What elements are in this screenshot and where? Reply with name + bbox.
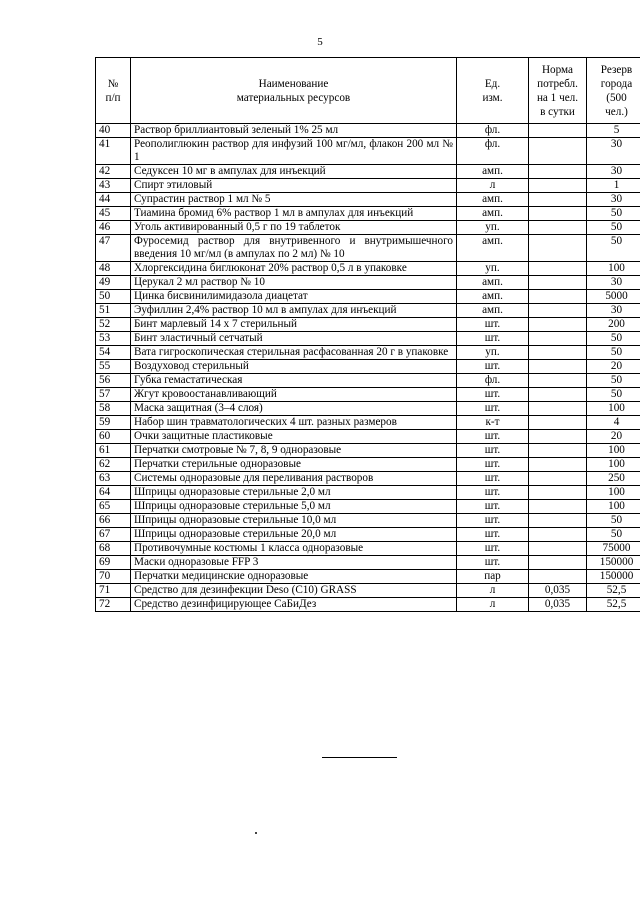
row-number: 57 xyxy=(96,388,131,402)
city-reserve: 50 xyxy=(587,528,640,542)
consumption-norm xyxy=(529,402,587,416)
table-row xyxy=(96,318,640,332)
city-reserve: 250 xyxy=(587,472,640,486)
table-row xyxy=(96,430,640,444)
unit-of-measure: шт. xyxy=(457,318,529,332)
page-number: 5 xyxy=(317,36,323,48)
resource-name: Раствор бриллиантовый зеленый 1% 25 мл xyxy=(131,124,457,138)
header-unit xyxy=(457,58,529,124)
consumption-norm xyxy=(529,472,587,486)
city-reserve: 30 xyxy=(587,138,640,165)
unit-of-measure: фл. xyxy=(457,374,529,388)
scan-dot xyxy=(255,832,257,834)
resource-name: Губка гемастатическая xyxy=(131,374,457,388)
city-reserve: 150000 xyxy=(587,556,640,570)
row-number: 52 xyxy=(96,318,131,332)
city-reserve: 50 xyxy=(587,514,640,528)
consumption-norm xyxy=(529,416,587,430)
unit-of-measure: уп. xyxy=(457,346,529,360)
row-number: 53 xyxy=(96,332,131,346)
city-reserve: 150000 xyxy=(587,570,640,584)
resource-name: Шприцы одноразовые стерильные 5,0 мл xyxy=(131,500,457,514)
consumption-norm xyxy=(529,124,587,138)
resource-name: Церукал 2 мл раствор № 10 xyxy=(131,276,457,290)
row-number: 63 xyxy=(96,472,131,486)
city-reserve: 30 xyxy=(587,304,640,318)
city-reserve: 4 xyxy=(587,416,640,430)
unit-of-measure: амп. xyxy=(457,193,529,207)
consumption-norm xyxy=(529,500,587,514)
city-reserve: 200 xyxy=(587,318,640,332)
city-reserve: 52,5 xyxy=(587,598,640,612)
header-reserve xyxy=(587,58,640,124)
table-row xyxy=(96,374,640,388)
resource-name: Шприцы одноразовые стерильные 10,0 мл xyxy=(131,514,457,528)
table-row xyxy=(96,332,640,346)
consumption-norm xyxy=(529,542,587,556)
resource-name: Уголь активированный 0,5 г по 19 таблеток xyxy=(131,221,457,235)
resource-name: Вата гигроскопическая стерильная расфасованная 20 г в упаковке xyxy=(131,346,457,360)
table-row xyxy=(96,416,640,430)
consumption-norm xyxy=(529,221,587,235)
city-reserve: 50 xyxy=(587,235,640,262)
row-number: 72 xyxy=(96,598,131,612)
resource-name: Седуксен 10 мг в ампулах для инъекций xyxy=(131,165,457,179)
resource-name: Бинт эластичный сетчатый xyxy=(131,332,457,346)
unit-of-measure: амп. xyxy=(457,304,529,318)
consumption-norm xyxy=(529,179,587,193)
resource-name: Противочумные костюмы 1 класса одноразовые xyxy=(131,542,457,556)
row-number: 58 xyxy=(96,402,131,416)
table-row xyxy=(96,235,640,262)
consumption-norm xyxy=(529,360,587,374)
consumption-norm xyxy=(529,290,587,304)
unit-of-measure: амп. xyxy=(457,276,529,290)
consumption-norm xyxy=(529,332,587,346)
resource-name: Шприцы одноразовые стерильные 20,0 мл xyxy=(131,528,457,542)
table-row xyxy=(96,179,640,193)
resource-name: Цинка бисвинилимидазола диацетат xyxy=(131,290,457,304)
row-number: 69 xyxy=(96,556,131,570)
city-reserve: 100 xyxy=(587,500,640,514)
resource-name: Супрастин раствор 1 мл № 5 xyxy=(131,193,457,207)
unit-of-measure: шт. xyxy=(457,458,529,472)
unit-of-measure: фл. xyxy=(457,124,529,138)
consumption-norm xyxy=(529,556,587,570)
unit-of-measure: шт. xyxy=(457,472,529,486)
table-row xyxy=(96,500,640,514)
table-row xyxy=(96,124,640,138)
resource-name: Бинт марлевый 14 х 7 стерильный xyxy=(131,318,457,332)
unit-of-measure: амп. xyxy=(457,207,529,221)
row-number: 50 xyxy=(96,290,131,304)
unit-of-measure: амп. xyxy=(457,235,529,262)
resource-name: Тиамина бромид 6% раствор 1 мл в ампулах для инъекций xyxy=(131,207,457,221)
row-number: 49 xyxy=(96,276,131,290)
unit-of-measure: шт. xyxy=(457,332,529,346)
table-body xyxy=(96,124,640,612)
row-number: 54 xyxy=(96,346,131,360)
consumption-norm xyxy=(529,430,587,444)
unit-of-measure: шт. xyxy=(457,388,529,402)
resource-name: Перчатки смотровые № 7, 8, 9 одноразовые xyxy=(131,444,457,458)
consumption-norm xyxy=(529,193,587,207)
city-reserve: 20 xyxy=(587,360,640,374)
header-num-text: № п/п xyxy=(105,77,121,104)
table-row xyxy=(96,304,640,318)
header-unit-text: Ед. изм. xyxy=(482,77,503,104)
resource-name: Средство дезинфицирующее СаБиДез xyxy=(131,598,457,612)
city-reserve: 30 xyxy=(587,165,640,179)
city-reserve: 50 xyxy=(587,221,640,235)
unit-of-measure: шт. xyxy=(457,500,529,514)
consumption-norm xyxy=(529,444,587,458)
unit-of-measure: шт. xyxy=(457,430,529,444)
consumption-norm xyxy=(529,235,587,262)
consumption-norm xyxy=(529,165,587,179)
row-number: 45 xyxy=(96,207,131,221)
table-row xyxy=(96,528,640,542)
resource-name: Спирт этиловый xyxy=(131,179,457,193)
table-row xyxy=(96,207,640,221)
table-row xyxy=(96,556,640,570)
row-number: 61 xyxy=(96,444,131,458)
row-number: 64 xyxy=(96,486,131,500)
city-reserve: 1 xyxy=(587,179,640,193)
unit-of-measure: шт. xyxy=(457,486,529,500)
row-number: 71 xyxy=(96,584,131,598)
city-reserve: 100 xyxy=(587,486,640,500)
resource-name: Эуфиллин 2,4% раствор 10 мл в ампулах для инъекций xyxy=(131,304,457,318)
resource-name: Хлоргексидина биглюконат 20% раствор 0,5 л в упаковке xyxy=(131,262,457,276)
row-number: 47 xyxy=(96,235,131,262)
header-reserve-text: Резерв города (500 чел.) xyxy=(600,63,633,118)
table-row xyxy=(96,193,640,207)
table-row xyxy=(96,138,640,165)
resource-name: Перчатки стерильные одноразовые xyxy=(131,458,457,472)
table-row xyxy=(96,165,640,179)
city-reserve: 30 xyxy=(587,276,640,290)
table-row xyxy=(96,570,640,584)
city-reserve: 100 xyxy=(587,402,640,416)
resource-name: Перчатки медицинские одноразовые xyxy=(131,570,457,584)
city-reserve: 30 xyxy=(587,193,640,207)
row-number: 66 xyxy=(96,514,131,528)
table-row xyxy=(96,472,640,486)
unit-of-measure: шт. xyxy=(457,542,529,556)
row-number: 42 xyxy=(96,165,131,179)
row-number: 56 xyxy=(96,374,131,388)
unit-of-measure: шт. xyxy=(457,402,529,416)
consumption-norm xyxy=(529,528,587,542)
city-reserve: 50 xyxy=(587,332,640,346)
unit-of-measure: л xyxy=(457,584,529,598)
resource-name: Набор шин травматологических 4 шт. разных размеров xyxy=(131,416,457,430)
city-reserve: 5 xyxy=(587,124,640,138)
unit-of-measure: шт. xyxy=(457,360,529,374)
consumption-norm xyxy=(529,458,587,472)
table-row xyxy=(96,221,640,235)
header-name xyxy=(131,58,457,124)
unit-of-measure: пар xyxy=(457,570,529,584)
table-row xyxy=(96,276,640,290)
city-reserve: 50 xyxy=(587,388,640,402)
resource-name: Реополиглюкин раствор для инфузий 100 мг/мл, флакон 200 мл № 1 xyxy=(131,138,457,165)
table-row xyxy=(96,598,640,612)
row-number: 60 xyxy=(96,430,131,444)
table-row xyxy=(96,360,640,374)
table-row xyxy=(96,388,640,402)
table-header-row xyxy=(96,58,640,124)
city-reserve: 20 xyxy=(587,430,640,444)
row-number: 48 xyxy=(96,262,131,276)
consumption-norm xyxy=(529,486,587,500)
resource-name: Шприцы одноразовые стерильные 2,0 мл xyxy=(131,486,457,500)
unit-of-measure: уп. xyxy=(457,221,529,235)
city-reserve: 50 xyxy=(587,207,640,221)
row-number: 68 xyxy=(96,542,131,556)
table-row xyxy=(96,444,640,458)
table-row xyxy=(96,458,640,472)
row-number: 65 xyxy=(96,500,131,514)
city-reserve: 75000 xyxy=(587,542,640,556)
unit-of-measure: шт. xyxy=(457,556,529,570)
consumption-norm xyxy=(529,318,587,332)
resource-name: Маски одноразовые FFP 3 xyxy=(131,556,457,570)
consumption-norm xyxy=(529,138,587,165)
resource-name: Маска защитная (3–4 слоя) xyxy=(131,402,457,416)
row-number: 46 xyxy=(96,221,131,235)
resource-name: Очки защитные пластиковые xyxy=(131,430,457,444)
table-row xyxy=(96,262,640,276)
city-reserve: 50 xyxy=(587,346,640,360)
unit-of-measure: л xyxy=(457,598,529,612)
table-row xyxy=(96,486,640,500)
unit-of-measure: л xyxy=(457,179,529,193)
consumption-norm xyxy=(529,276,587,290)
row-number: 44 xyxy=(96,193,131,207)
row-number: 59 xyxy=(96,416,131,430)
resource-name: Фуросемид раствор для внутривенного и внутримышечного введения 10 мг/мл (в ампулах по 2 мл) № 10 xyxy=(131,235,457,262)
consumption-norm: 0,035 xyxy=(529,598,587,612)
row-number: 70 xyxy=(96,570,131,584)
city-reserve: 100 xyxy=(587,262,640,276)
row-number: 62 xyxy=(96,458,131,472)
consumption-norm xyxy=(529,388,587,402)
consumption-norm xyxy=(529,304,587,318)
city-reserve: 50 xyxy=(587,374,640,388)
consumption-norm xyxy=(529,346,587,360)
table-row xyxy=(96,584,640,598)
unit-of-measure: амп. xyxy=(457,165,529,179)
unit-of-measure: фл. xyxy=(457,138,529,165)
consumption-norm xyxy=(529,570,587,584)
resource-name: Воздуховод стерильный xyxy=(131,360,457,374)
consumption-norm xyxy=(529,374,587,388)
unit-of-measure: к-т xyxy=(457,416,529,430)
resource-name: Жгут кровоостанавливающий xyxy=(131,388,457,402)
city-reserve: 100 xyxy=(587,444,640,458)
header-norm-text: Норма потребл. на 1 чел. в сутки xyxy=(536,63,579,118)
table-row xyxy=(96,542,640,556)
table-row xyxy=(96,346,640,360)
unit-of-measure: амп. xyxy=(457,290,529,304)
city-reserve: 100 xyxy=(587,458,640,472)
closing-rule xyxy=(322,757,397,758)
consumption-norm xyxy=(529,262,587,276)
row-number: 55 xyxy=(96,360,131,374)
city-reserve: 5000 xyxy=(587,290,640,304)
resource-name: Системы одноразовые для переливания растворов xyxy=(131,472,457,486)
city-reserve: 52,5 xyxy=(587,584,640,598)
row-number: 43 xyxy=(96,179,131,193)
row-number: 41 xyxy=(96,138,131,165)
row-number: 40 xyxy=(96,124,131,138)
header-num xyxy=(96,58,131,124)
table-row xyxy=(96,514,640,528)
header-norm xyxy=(529,58,587,124)
header-name-text: Наименование материальных ресурсов xyxy=(236,77,351,104)
unit-of-measure: уп. xyxy=(457,262,529,276)
row-number: 67 xyxy=(96,528,131,542)
unit-of-measure: шт. xyxy=(457,528,529,542)
row-number: 51 xyxy=(96,304,131,318)
consumption-norm xyxy=(529,207,587,221)
consumption-norm xyxy=(529,514,587,528)
unit-of-measure: шт. xyxy=(457,514,529,528)
table-row xyxy=(96,290,640,304)
table-row xyxy=(96,402,640,416)
consumption-norm: 0,035 xyxy=(529,584,587,598)
resource-name: Средство для дезинфекции Deso (C10) GRASS xyxy=(131,584,457,598)
resources-table xyxy=(95,57,640,612)
unit-of-measure: шт. xyxy=(457,444,529,458)
